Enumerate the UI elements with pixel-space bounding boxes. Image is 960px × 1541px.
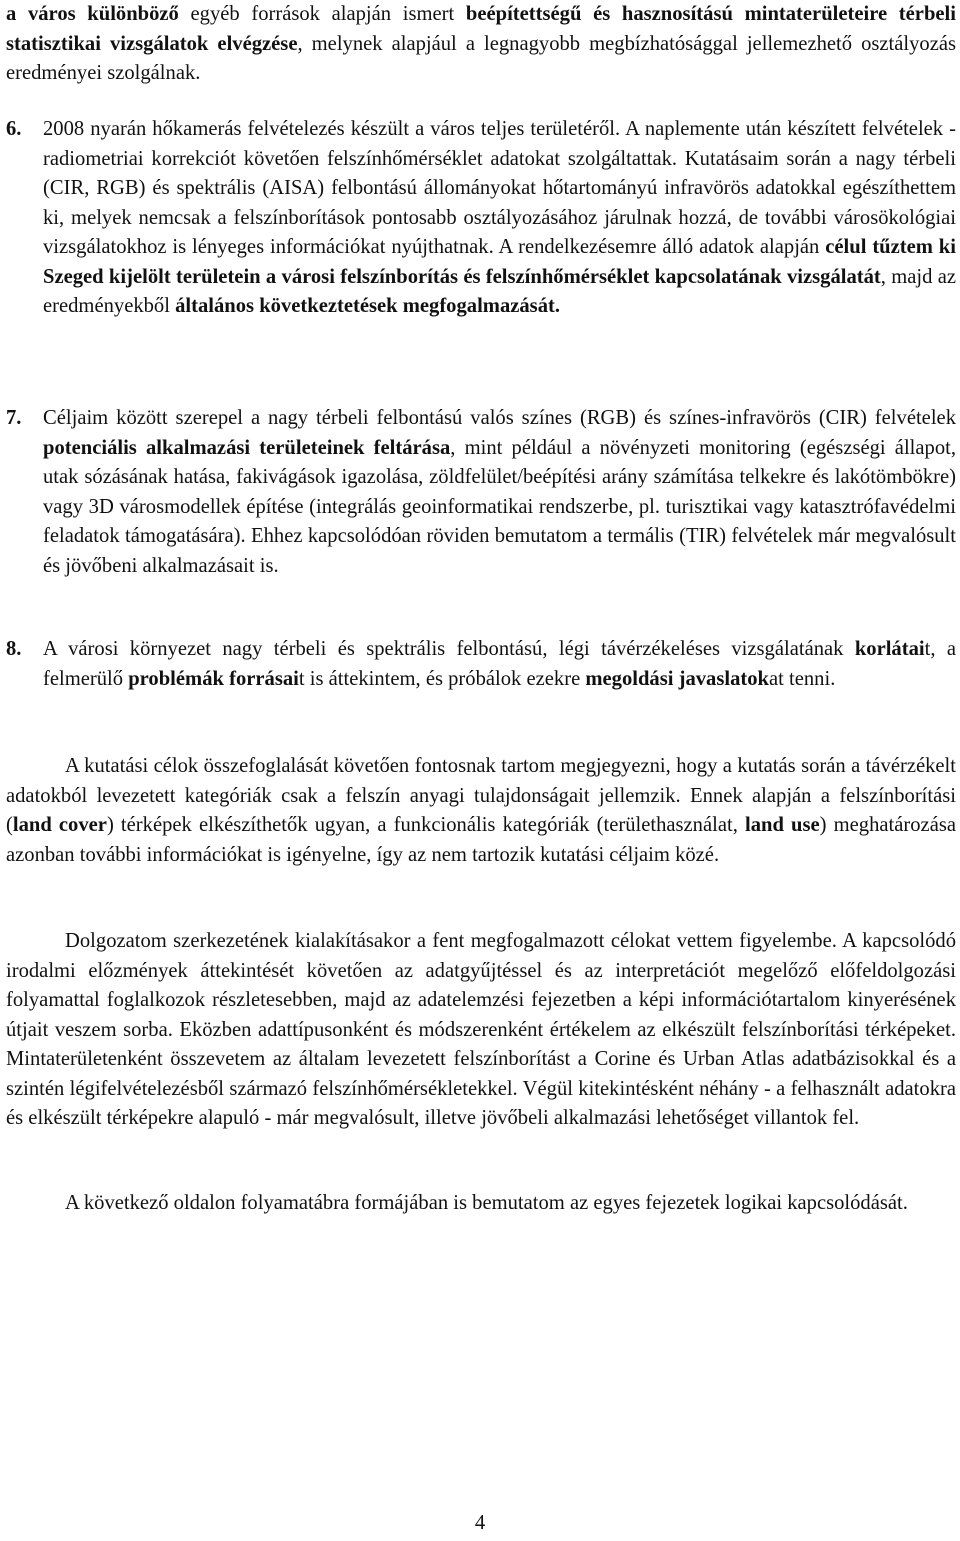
intro-text-1: egyéb források alapján ismert xyxy=(178,3,466,25)
item8-text-1: A városi környezet nagy térbeli és spektrális felbontású, légi távérzékeléses vizsgálatának xyxy=(43,638,855,660)
item7-text-1: Céljaim között szerepel a nagy térbeli felbontású valós színes (RGB) és színes-infravörös (CIR) felvételek xyxy=(43,407,956,429)
summary-bold-land-use: land use xyxy=(744,814,820,836)
item6-text-2: , majd az eredményekből xyxy=(43,265,957,317)
item8-text-3: t is áttekintem, és próbálok ezekre xyxy=(298,667,586,690)
item-number-6: 6. xyxy=(6,118,22,140)
item8-bold-2: problémák forrásai xyxy=(128,667,299,690)
structure-paragraph: Dolgozatom szerkezetének kialakításakor a fent megfogalmazott célokat vettem figyelembe. A kapcsolódó irodalmi előzmények áttekintését követően az adatgyűjtéssel és az interpretációt megelőző előfeldolgozási folyamattal foglalkozok részletesebben, majd az adatelemzési fejezetben a képi információtartalom kinyerésének útjait veszem sorba. Eközben adattípusonként és módszerenként értékelem az elkészült felszínborítási térképeket. Mintaterületenként összevetem az általam levezetett felszínborítást a Corine és Urban Atlas adatbázisokkal és a szintén légifelvételezésből származó felszínhőmérsékletekkel. Végül kitekintésként néhány - a felhasznált adatokra és elkészült térképekre alapuló - már megvalósult, illetve jövőbeli alkalmazási lehetőséget villantok fel. xyxy=(6,930,956,1129)
summary-bold-land-cover: land cover xyxy=(12,814,107,836)
page-number: 4 xyxy=(474,1512,486,1534)
item7-bold-1: potenciális alkalmazási területeinek feltárása xyxy=(43,436,451,459)
summary-text-2: ) térképek elkészíthetők ugyan, a funkcionális kategóriák (területhasználat, xyxy=(106,814,745,836)
intro-bold-1: a város különböző xyxy=(6,3,179,25)
item8-text-4: at tenni. xyxy=(769,667,836,690)
item6-bold-1: célul tűztem ki Szeged kijelölt területein a városi felszínborítás és felszínhőmérséklet kapcsolatának vizsgálatát xyxy=(43,236,956,288)
summary-text-3: ) meghatározása azonban további információkat is igényelne, így az nem tartozik kutatási céljaim közé. xyxy=(6,814,956,866)
next-page-paragraph: A következő oldalon folyamatábra formájában is bemutatom az egyes fejezetek logikai kapcsolódását. xyxy=(65,1192,908,1214)
intro-paragraph xyxy=(6,0,956,89)
list-item-6 xyxy=(6,115,956,322)
summary-text-1: A kutatási célok összefoglalását követően fontosnak tartom megjegyezni, hogy a kutatás során a távérzékelt adatokból levezetett kategóriák csak a felszín anyagi tulajdonságait jellemzik. Ennek alapján a felszínborítási ( xyxy=(6,755,956,836)
item-number-8: 8. xyxy=(6,638,22,660)
summary-paragraph xyxy=(6,752,956,870)
list-item-7 xyxy=(6,404,956,581)
item8-bold-1: korlátai xyxy=(854,638,925,660)
item6-text-1: 2008 nyarán hőkamerás felvételezés készült a város teljes területéről. A naplemente után készített felvételek - radiometriai korrekciót követően felszínhőmérséklet adatokat szolgáltattak. Kutatásaim során a nagy térbeli (CIR, RGB) és spektrális (AISA) felbontású állományokat hőtartományú infravörös adatokkal egészíthettem ki, melyek nemcsak a felszínborítások pontosabb osztályozásához járulnak hozzá, de további városökológiai vizsgálatokhoz is lényeges információkat nyújthatnak. A rendelkezésemre álló adatok alapján xyxy=(43,118,956,258)
item8-bold-3: megoldási javaslatok xyxy=(585,667,769,690)
item7-text-2: , mint például a növényzeti monitoring (egészségi állapot, utak sózásának hatása, fakivágások igazolása, zöldfelület/beépítési arány számítása telkekre és lakótömbökre) vagy 3D városmodellek építése (integrálás geoinformatikai rendszerbe, pl. turisztikai vagy katasztrófavédelmi feladatok támogatására). Ehhez kapcsolódóan röviden bemutatom a termális (TIR) felvételek már megvalósult és jövőbeni alkalmazásait is. xyxy=(43,436,956,577)
item-number-7: 7. xyxy=(6,407,22,429)
list-item-8 xyxy=(6,635,956,694)
item8-text-2: t, a felmerülő xyxy=(43,638,956,690)
intro-bold-2: beépítettségű és hasznosítású mintaterületeire térbeli statisztikai vizsgálatok elvégzése xyxy=(6,3,956,55)
item6-bold-2: általános következtetések megfogalmazását. xyxy=(175,295,560,317)
intro-text-2: , melynek alapjául a legnagyobb megbízhatósággal jellemezhető osztályozás eredményei szolgálnak. xyxy=(6,32,956,84)
